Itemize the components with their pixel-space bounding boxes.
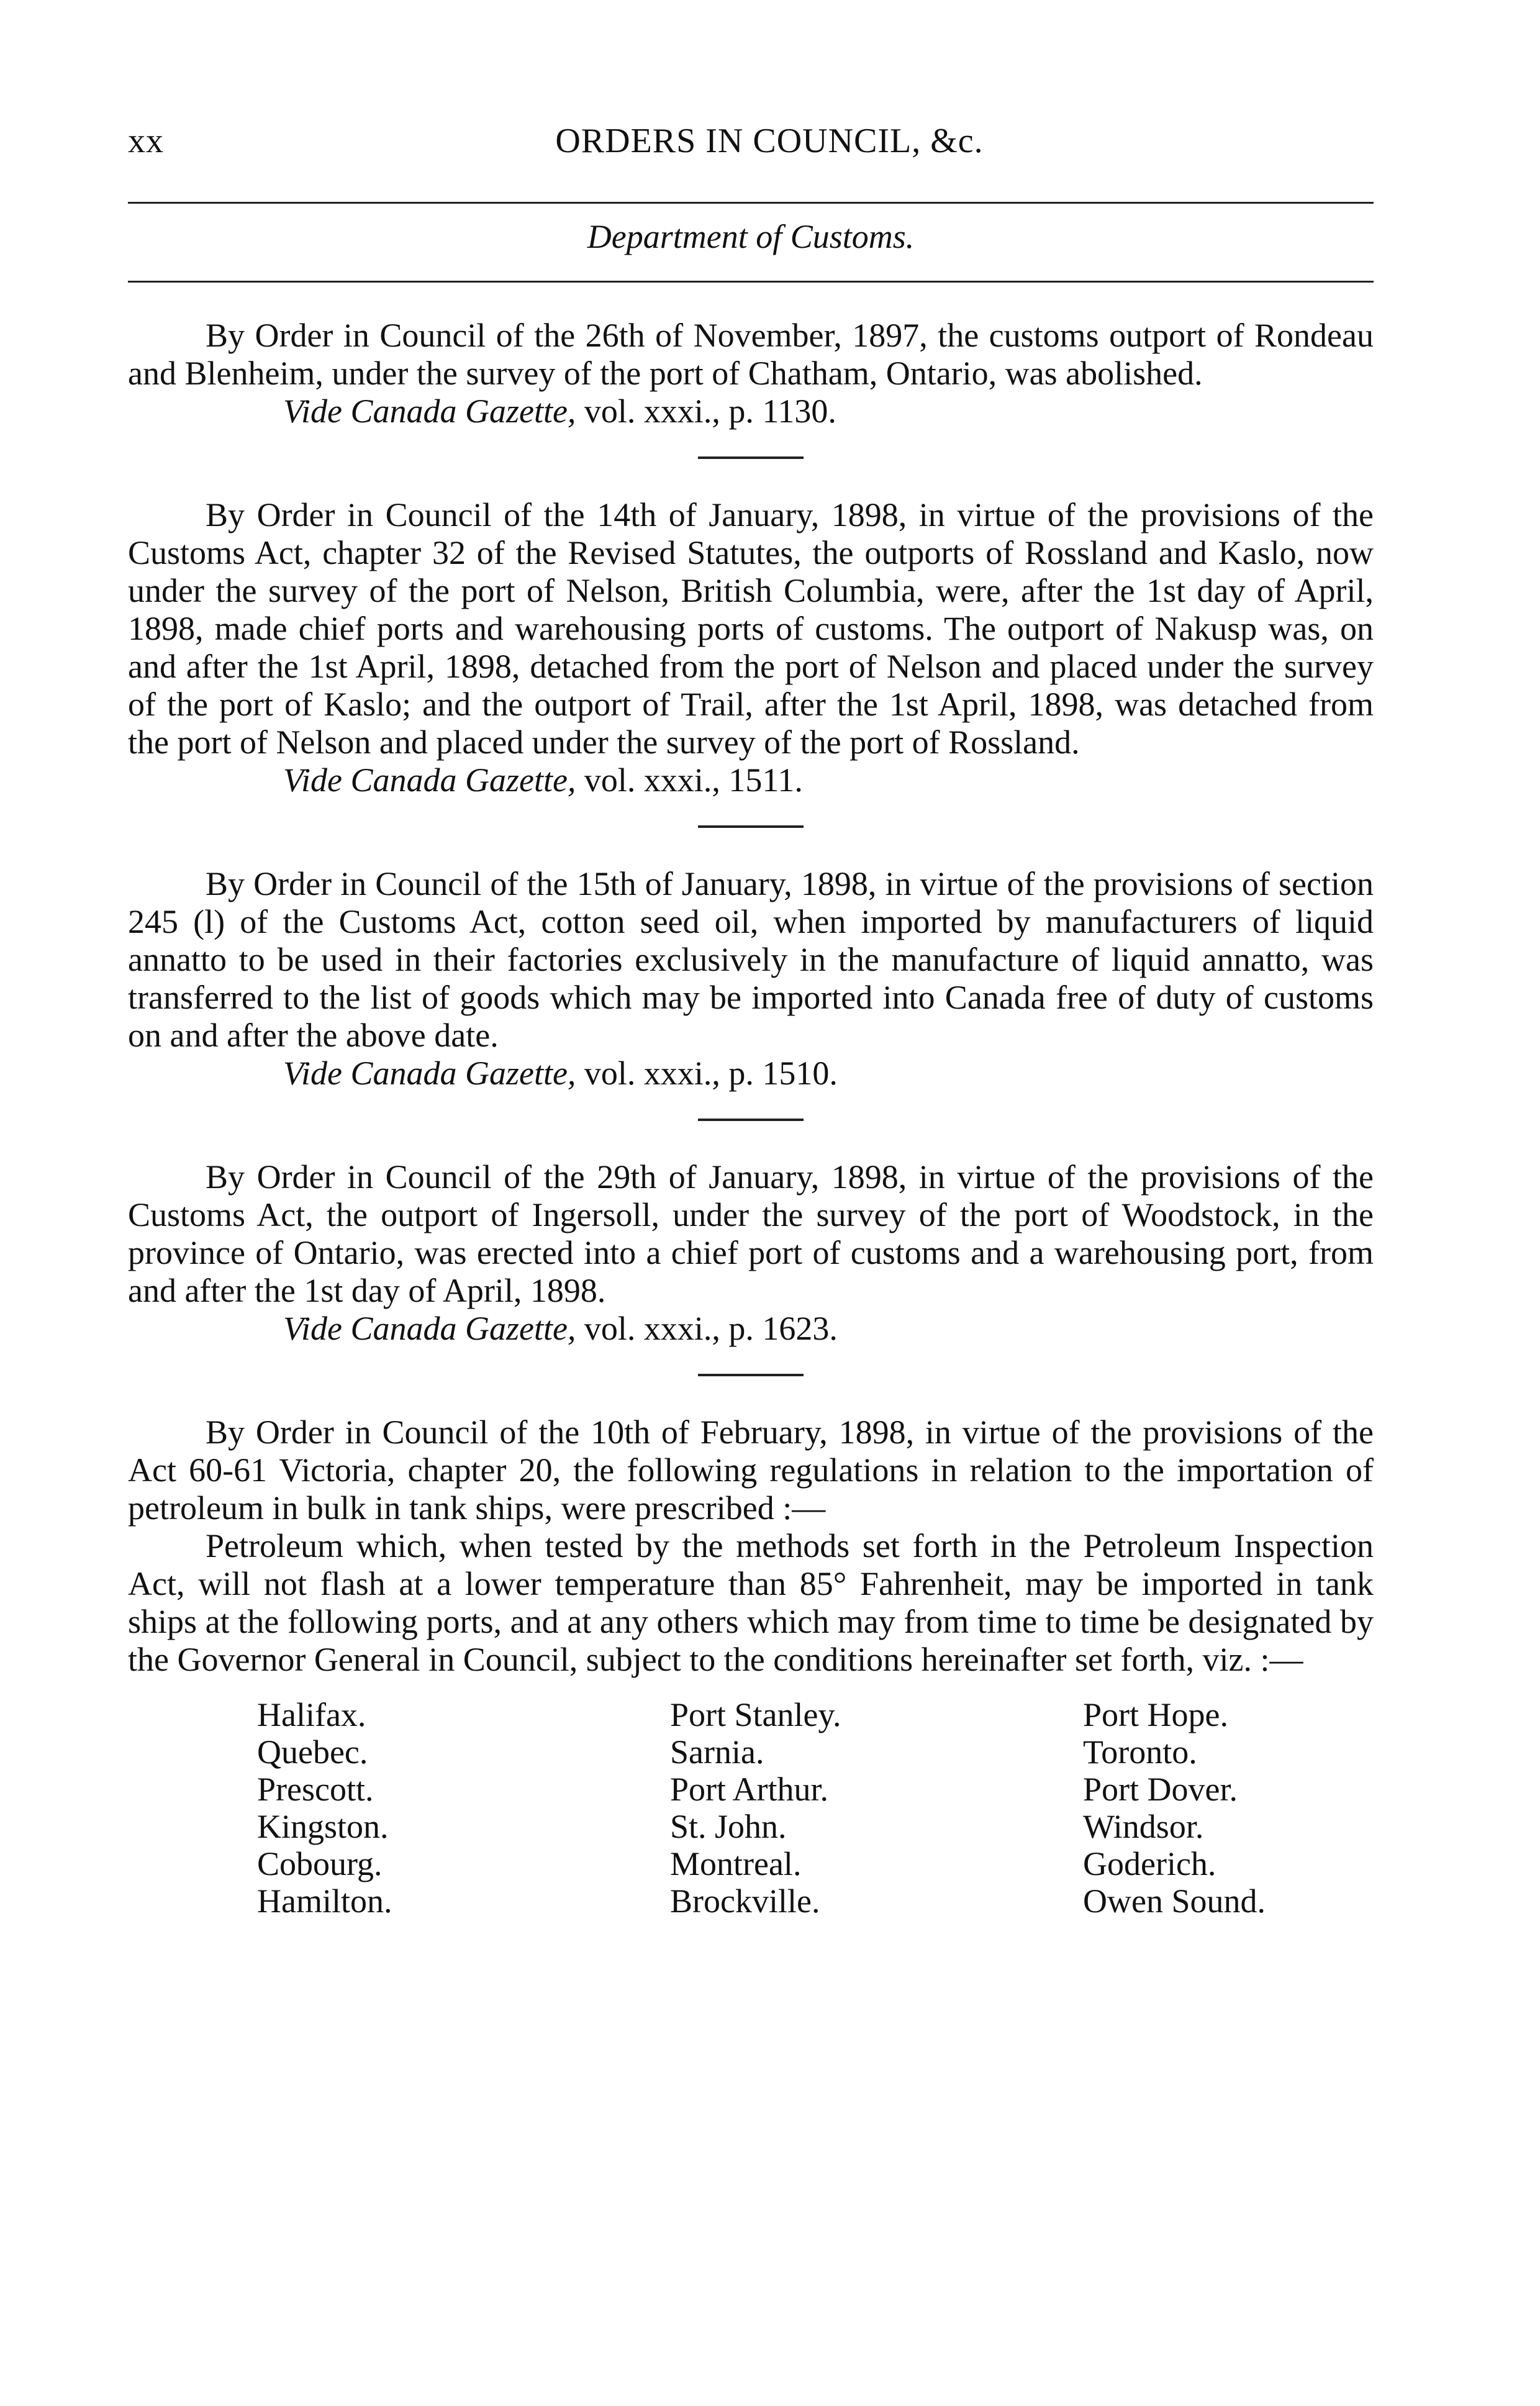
gazette-reference-title: Vide Canada Gazette, bbox=[283, 1055, 576, 1092]
port-name: Prescott. bbox=[257, 1771, 374, 1808]
gazette-reference-volume: vol. xxxi., p. 1623. bbox=[584, 1310, 838, 1347]
port-name: Kingston. bbox=[257, 1808, 389, 1845]
running-title: ORDERS IN COUNCIL, &c. bbox=[555, 122, 984, 160]
page-folio: xx bbox=[128, 122, 164, 160]
ports-column-1 bbox=[257, 1696, 670, 1920]
gazette-reference-title: Vide Canada Gazette, bbox=[283, 1310, 576, 1347]
order-paragraph: By Order in Council of the 15th of January, 1898, in virtue of the provisions of section 245 (l) of the Customs Act, cotton seed oil, when imported by manufacturers of liquid annatto to be used in their factories exclusively in the manufacture of liquid annatto, was transferred to the list of goods which may be imported into Canada free of duty of customs on and after the above date. bbox=[128, 865, 1374, 1054]
gazette-reference-title: Vide Canada Gazette, bbox=[283, 761, 576, 799]
entry-separator bbox=[698, 1119, 804, 1121]
gazette-reference bbox=[128, 1310, 1374, 1348]
port-name: Toronto. bbox=[1083, 1733, 1197, 1771]
port-name: Port Arthur. bbox=[670, 1771, 829, 1808]
entry-separator bbox=[698, 456, 804, 459]
regulation-paragraph: Petroleum which, when tested by the methods set forth in the Petroleum Inspection Act, will not flash at a lower temperature than 85° Fahrenheit, may be imported in tank ships at the following ports, and at any others which may from time to time be designated by the Governor General in Council, subject to the conditions hereinafter set forth, viz. :— bbox=[128, 1527, 1374, 1678]
port-name: Sarnia. bbox=[670, 1733, 764, 1771]
entry-separator bbox=[698, 1374, 804, 1376]
order-paragraph: By Order in Council of the 26th of November, 1897, the customs outport of Rondeau and Blenheim, under the survey of the port of Chatham, Ontario, was abolished. bbox=[128, 317, 1374, 392]
ports-list bbox=[128, 1696, 1374, 1920]
port-name: Owen Sound. bbox=[1083, 1882, 1266, 1920]
port-name: Brockville. bbox=[670, 1882, 820, 1920]
gazette-reference bbox=[128, 761, 1374, 799]
port-name: Hamilton. bbox=[257, 1882, 392, 1920]
port-name: Port Stanley. bbox=[670, 1696, 841, 1733]
section-rule bbox=[128, 281, 1374, 283]
ports-column-3 bbox=[1083, 1696, 1393, 1920]
gazette-reference bbox=[128, 393, 1374, 430]
order-paragraph: By Order in Council of the 10th of February, 1898, in virtue of the provisions of the Act 60-61 Victoria, chapter 20, the following regulations in relation to the importation of petroleum in bulk in tank ships, were prescribed :— bbox=[128, 1414, 1374, 1527]
order-entry bbox=[128, 317, 1374, 430]
gazette-reference-volume: vol. xxxi., p. 1510. bbox=[584, 1055, 838, 1092]
section-heading: Department of Customs. bbox=[587, 218, 915, 255]
ports-column-2 bbox=[670, 1696, 1083, 1920]
entry-separator bbox=[698, 825, 804, 828]
order-paragraph: By Order in Council of the 29th of January, 1898, in virtue of the provisions of the Customs Act, the outport of Ingersoll, under the survey of the port of Woodstock, in the province of Ontario, was erected into a chief port of customs and a warehousing port, from and after the 1st day of April, 1898. bbox=[128, 1158, 1374, 1309]
gazette-reference-title: Vide Canada Gazette, bbox=[283, 393, 576, 430]
order-paragraph: By Order in Council of the 14th of January, 1898, in virtue of the provisions of the Customs Act, chapter 32 of the Revised Statutes, the outports of Rossland and Kaslo, now under the survey of the port of Nelson, British Columbia, were, after the 1st day of April, 1898, made chief ports and warehousing ports of customs. The outport of Nakusp was, on and after the 1st April, 1898, detached from the port of Nelson and placed under the survey of the port of Kaslo; and the outport of Trail, after the 1st April, 1898, was detached from the port of Nelson and placed under the survey of the port of Rossland. bbox=[128, 496, 1374, 761]
port-name: Windsor. bbox=[1083, 1808, 1204, 1845]
body-text bbox=[128, 317, 1374, 1920]
gazette-reference bbox=[128, 1055, 1374, 1092]
port-name: Goderich. bbox=[1083, 1845, 1216, 1882]
port-name: Montreal. bbox=[670, 1845, 802, 1882]
order-entry bbox=[128, 865, 1374, 1092]
port-name: Halifax. bbox=[257, 1696, 366, 1733]
header-rule bbox=[128, 202, 1374, 204]
port-name: Port Dover. bbox=[1083, 1771, 1238, 1808]
port-name: Quebec. bbox=[257, 1733, 368, 1771]
page-header bbox=[128, 121, 1374, 165]
gazette-reference-volume: vol. xxxi., p. 1130. bbox=[584, 393, 836, 430]
port-name: St. John. bbox=[670, 1808, 787, 1845]
order-entry bbox=[128, 496, 1374, 799]
order-entry bbox=[128, 1158, 1374, 1348]
port-name: Port Hope. bbox=[1083, 1696, 1228, 1733]
order-entry bbox=[128, 1414, 1374, 1679]
port-name: Cobourg. bbox=[257, 1845, 383, 1882]
gazette-reference-volume: vol. xxxi., 1511. bbox=[584, 761, 803, 799]
